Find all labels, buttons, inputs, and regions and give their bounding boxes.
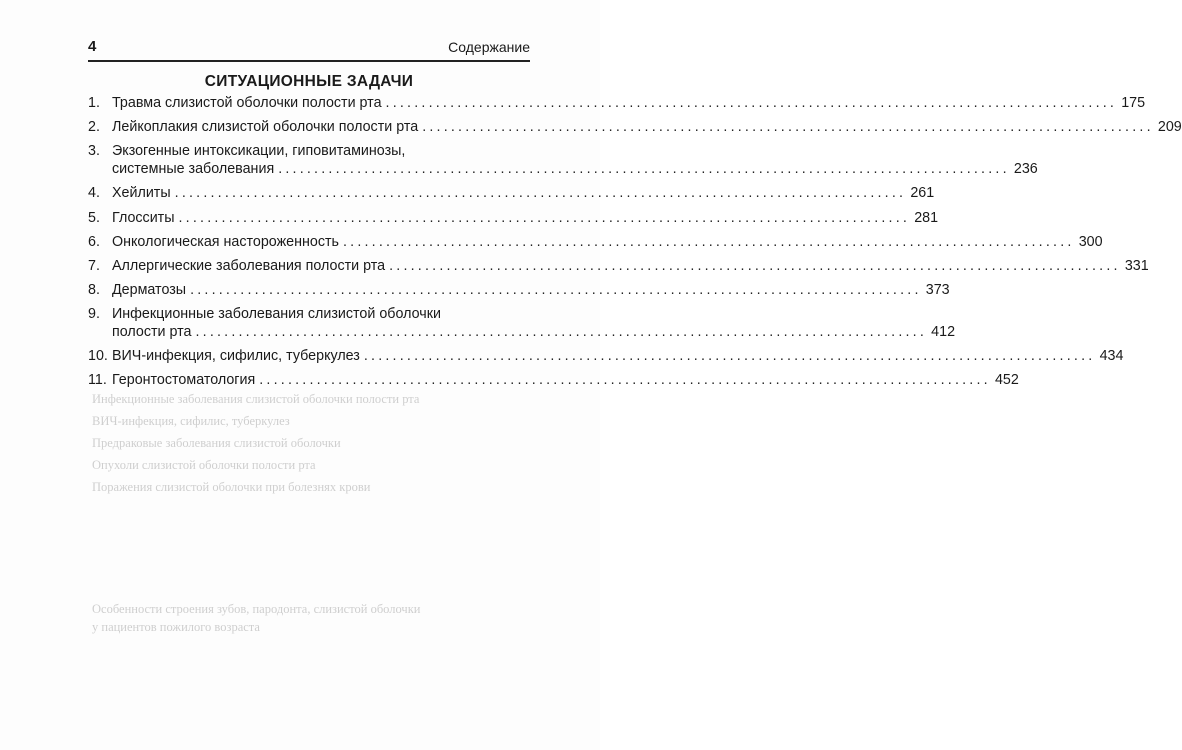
toc-page: 452 [994, 372, 1019, 388]
toc-number: 11. [88, 372, 107, 388]
leader-dots: ...................................................................................................... [342, 234, 1075, 250]
toc-number: 7. [88, 258, 100, 274]
toc-title: Экзогенные интоксикации, гиповитаминозы, [112, 143, 406, 159]
leader-dots: ...................................................................................................... [389, 258, 1121, 274]
section-title: СИТУАЦИОННЫЕ ЗАДАЧИ [204, 73, 414, 90]
toc-page: 175 [1121, 95, 1146, 111]
bleed-line: Поражения слизистой оболочки при болезнях крови [92, 480, 371, 494]
toc-number: 10. [88, 348, 108, 364]
leader-dots: ...................................................................................................... [259, 372, 991, 388]
toc-number: 4. [88, 185, 100, 201]
toc-page: 373 [925, 282, 950, 298]
leader-dots: ...................................................................................................... [178, 210, 911, 226]
bleed-line: ВИЧ-инфекция, сифилис, туберкулез [92, 414, 290, 428]
toc-page: 300 [1078, 234, 1103, 250]
bleed-line: Особенности строения зубов, пародонта, слизистой оболочки [92, 602, 421, 616]
toc-page: 434 [1099, 348, 1124, 364]
running-head: Содержание [448, 39, 530, 55]
toc-title: Глосситы [112, 210, 175, 226]
toc-title: Дерматозы [112, 282, 187, 298]
leader-dots: ...................................................................................................... [174, 185, 907, 201]
toc-title-continued: системные заболевания [112, 161, 275, 177]
bleed-line: Предраковые заболевания слизистой оболочки [92, 436, 341, 450]
toc-page: 261 [910, 185, 935, 201]
toc-title: Травма слизистой оболочки полости рта [112, 95, 382, 111]
bleed-line: Инфекционные заболевания слизистой оболочки полости рта [92, 392, 420, 406]
toc-title: Геронтостоматология [112, 372, 256, 388]
header-rule [88, 60, 530, 62]
leader-dots: ...................................................................................................... [422, 119, 1154, 135]
page-number: 4 [88, 38, 97, 55]
toc-page: 331 [1124, 258, 1149, 274]
toc-number: 5. [88, 210, 100, 226]
page-header [88, 38, 530, 55]
toc-title: Онкологическая настороженность [112, 234, 339, 250]
toc-title: ВИЧ-инфекция, сифилис, туберкулез [112, 348, 360, 364]
toc-number: 3. [88, 143, 100, 159]
toc-number: 6. [88, 234, 100, 250]
toc-title: Хейлиты [112, 185, 171, 201]
toc-title: Аллергические заболевания полости рта [112, 258, 386, 274]
leader-dots: ...................................................................................................... [363, 348, 1096, 364]
toc-title: Лейкоплакия слизистой оболочки полости рта [112, 119, 419, 135]
toc-page: 209 [1157, 119, 1182, 135]
toc-title: Инфекционные заболевания слизистой оболочки [112, 306, 441, 322]
toc-number: 9. [88, 306, 100, 322]
leader-dots: ...................................................................................................... [385, 95, 1118, 111]
toc-number: 8. [88, 282, 100, 298]
toc-page: 281 [914, 210, 939, 226]
toc-number: 1. [88, 95, 100, 111]
toc-number: 2. [88, 119, 100, 135]
toc-title-continued: полости рта [112, 324, 192, 340]
leader-dots: ...................................................................................................... [190, 282, 922, 298]
toc-page: 412 [931, 324, 956, 340]
leader-dots: ...................................................................................................... [195, 324, 928, 340]
leader-dots: ...................................................................................................... [278, 161, 1010, 177]
toc-page: 236 [1013, 161, 1038, 177]
bleed-line: у пациентов пожилого возраста [92, 620, 260, 634]
bleed-line: Опухоли слизистой оболочки полости рта [92, 458, 316, 472]
